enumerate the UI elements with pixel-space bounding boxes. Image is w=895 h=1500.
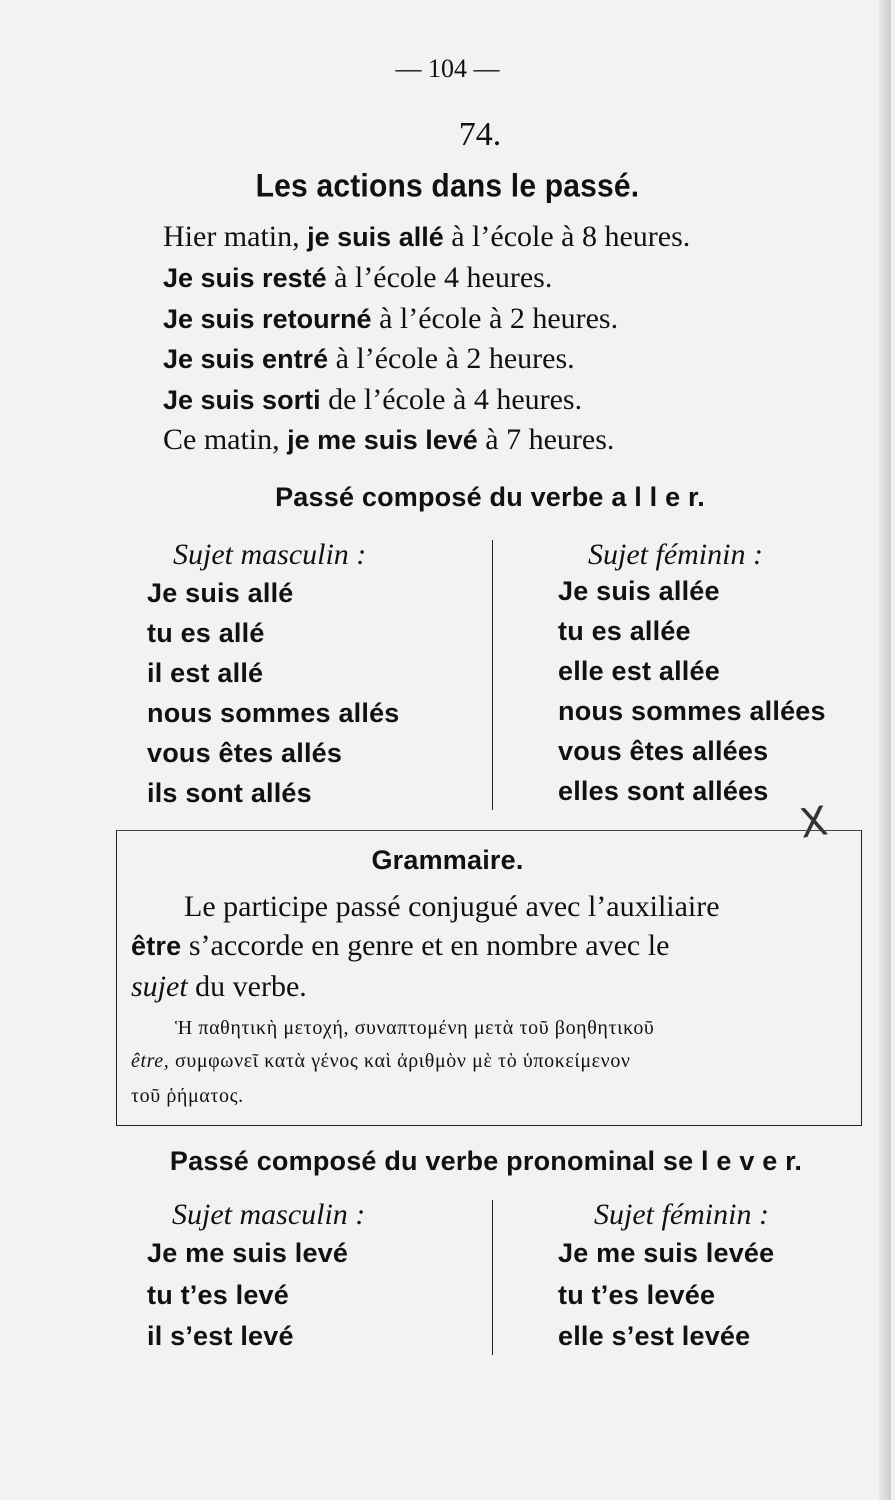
aller-masc-3: il est allé (147, 658, 264, 688)
sentence-3: Je suis retourné à l’école à 2 heures. (163, 302, 619, 335)
lever-column-divider (492, 1200, 493, 1355)
grammar-title: Grammaire. (371, 845, 524, 875)
aller-fem-5: vous êtes allées (558, 736, 769, 766)
lesson-number: 74. (458, 116, 502, 153)
aller-masc-5: vous êtes allés (147, 738, 343, 768)
aller-fem-6: elles sont allées (558, 776, 769, 806)
lever-fem-label: Sujet féminin : (594, 1198, 769, 1231)
aller-fem-label: Sujet féminin : (588, 538, 763, 571)
aller-masc-2: tu es allé (147, 618, 265, 648)
grammar-line-3: sujet du verbe. (131, 970, 307, 1003)
greek-line-1: Ἡ παθητικὴ μετοχή, συναπτομένη μετὰ τοῦ βοηθητικοῦ (175, 1017, 655, 1039)
lever-masc-2: tu t’es levé (147, 1280, 289, 1310)
lever-masc-label: Sujet masculin : (172, 1198, 366, 1231)
aller-fem-3: elle est allée (558, 656, 720, 686)
aller-masc-label: Sujet masculin : (173, 538, 367, 571)
aller-masc-4: nous sommes allés (147, 698, 400, 728)
greek-line-3: τοῦ ῥήματος. (131, 1085, 244, 1107)
handwritten-mark: X (796, 798, 831, 848)
lever-heading: Passé composé du verbe pronominal se l e v e r. (169, 1146, 803, 1176)
aller-fem-2: tu es allée (558, 616, 691, 646)
sentence-1: Hier matin, je suis allé à l’école à 8 heures. (163, 220, 691, 253)
sentence-2: Je suis resté à l’école 4 heures. (163, 261, 553, 294)
page-number: — 104 — (395, 54, 500, 83)
sentence-4: Je suis entré à l’école à 2 heures. (163, 342, 575, 375)
lever-masc-1: Je me suis levé (147, 1238, 349, 1268)
aller-fem-4: nous sommes allées (558, 696, 826, 726)
lever-fem-2: tu t’es levée (558, 1280, 716, 1310)
greek-line-2: être, συμφωνεῖ κατὰ γένος καὶ ἀριθμὸν μὲ τὸ ὑποκείμενον (131, 1050, 631, 1072)
sentence-5: Je suis sorti de l’école à 4 heures. (163, 383, 583, 416)
sentence-6: Ce matin, je me suis levé à 7 heures. (163, 423, 615, 456)
lever-fem-1: Je me suis levée (558, 1238, 775, 1268)
lever-fem-3: elle s’est levée (558, 1321, 751, 1351)
aller-column-divider (492, 540, 493, 810)
aller-masc-6: ils sont allés (147, 778, 312, 808)
aller-heading: Passé composé du verbe a l l e r. (275, 482, 705, 512)
aller-masc-1: Je suis allé (147, 578, 294, 608)
lever-masc-3: il s’est levé (147, 1321, 294, 1351)
page-edge (879, 0, 891, 1500)
section-title: Les actions dans le passé. (255, 168, 640, 205)
grammar-line-2: être s’accorde en genre et en nombre avec le (131, 929, 670, 962)
grammar-line-1: Le participe passé conjugué avec l’auxiliaire (184, 890, 720, 923)
aller-fem-1: Je suis allée (558, 576, 720, 606)
